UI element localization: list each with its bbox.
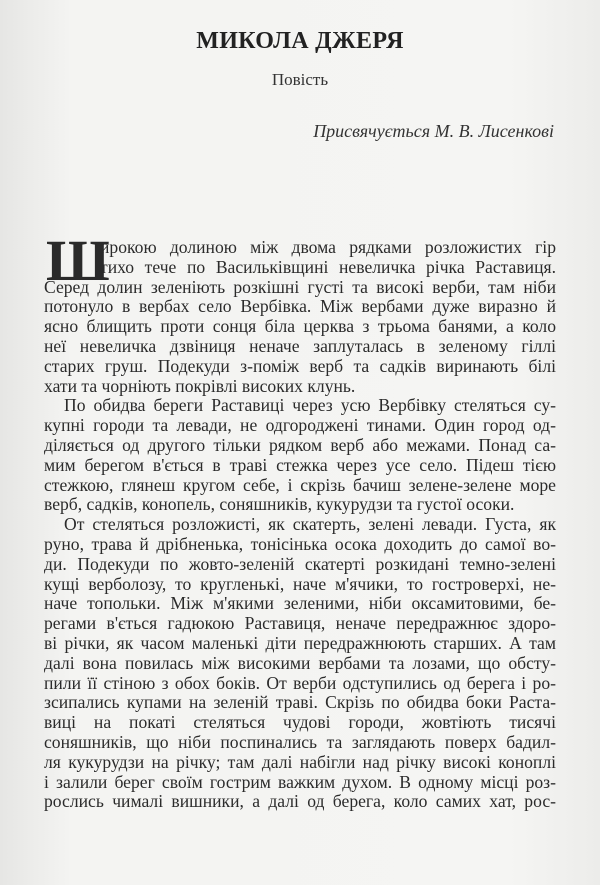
text-line: кущі верболозу, то кругленькі, наче м'ячики, то гостроверхі, не- <box>44 573 556 594</box>
text-line: ирокою долиною між двома рядками розложистих гір <box>100 237 556 257</box>
text-line: далі вона повилась між високими вербами та лозами, що обсту- <box>44 652 556 673</box>
text-line: старих груш. Подекуди з-поміж верб та садків виринають білі <box>44 355 556 376</box>
story-title: МИКОЛА ДЖЕРЯ <box>196 28 404 54</box>
text-line: зсипались купами на зеленій траві. Скрізь по обидва боки Раста- <box>44 692 556 713</box>
story-subtitle: Повість <box>271 70 329 89</box>
dedication: Присвячується М. В. Лисенкові <box>313 121 554 141</box>
text-line: мим берегом в'ється в траві стежка через усе село. Підеш тією <box>44 454 556 475</box>
text-line: ві річки, як часом маленькі діти передражнюють старших. А там <box>44 632 556 653</box>
text-line: і залили берег своїм гострим важким духом. В одному місці роз- <box>44 771 556 792</box>
text-line: соняшників, що ніби поспинались та заглядають поверх бадил- <box>44 731 556 752</box>
text-line: рослись чималі вишники, а далі од берега, коло самих хат, рос- <box>44 791 556 812</box>
text-line: От стеляться розложисті, як скатерть, зелені левади. Густа, як <box>64 514 556 535</box>
text-line: купні городи та левади, не одгороджені тинами. Один город од- <box>44 415 556 436</box>
text-line: руно, трава й дрібненька, тонісінька осока доходить до самої во- <box>44 533 556 554</box>
text-line: діляється од другого тільки рядком верб або межами. Понад са- <box>44 434 556 455</box>
text-line: неї невеличка дзвіниця неначе заплуталась в зеленому гіллі <box>44 335 556 356</box>
text-line: регами в'ється гадюкою Раставиця, неначе передражнює здоро- <box>44 613 556 634</box>
text-line: наче топольки. Між м'якими зеленими, ніби оксамитовими, бе- <box>44 593 556 614</box>
text-line: ля кукурудзи на річку; там далі набігли над річку високі коноплі <box>44 751 556 772</box>
text-line: виці на покаті стеляться чудові городи, жовтіють тисячі <box>44 712 556 733</box>
text-line: стежкою, глянеш кругом себе, і скрізь бачиш зелене-зелене море <box>44 474 556 495</box>
text-line: пили її стіною з обох боків. От верби одступились од берега і ро- <box>44 672 556 693</box>
text-line: По обидва береги Раставиці через усю Вербівку стеляться су- <box>64 395 556 416</box>
text-line: верб, садків, конопель, соняшників, кукурудзи та густої осоки. <box>44 494 515 515</box>
text-line: потонуло в вербах село Вербівка. Між вербами дуже виразно й <box>44 296 556 317</box>
text-line: ясно блищить проти сонця біла церква з трьома банями, а коло <box>44 316 556 337</box>
text-line: тихо тече по Васильківщині невеличка річка Раставиця. <box>100 256 556 277</box>
text-line: ди. Подекуди по жовто-зеленій скатерті розкидані темно-зелені <box>44 553 556 574</box>
story-body <box>44 228 556 812</box>
text-line: Серед долин зеленіють розкішні густі та високі верби, там ніби <box>44 276 556 297</box>
text-line: хати та чорніють покрівлі високих клунь. <box>44 375 356 396</box>
drop-cap: Ш <box>46 228 110 293</box>
